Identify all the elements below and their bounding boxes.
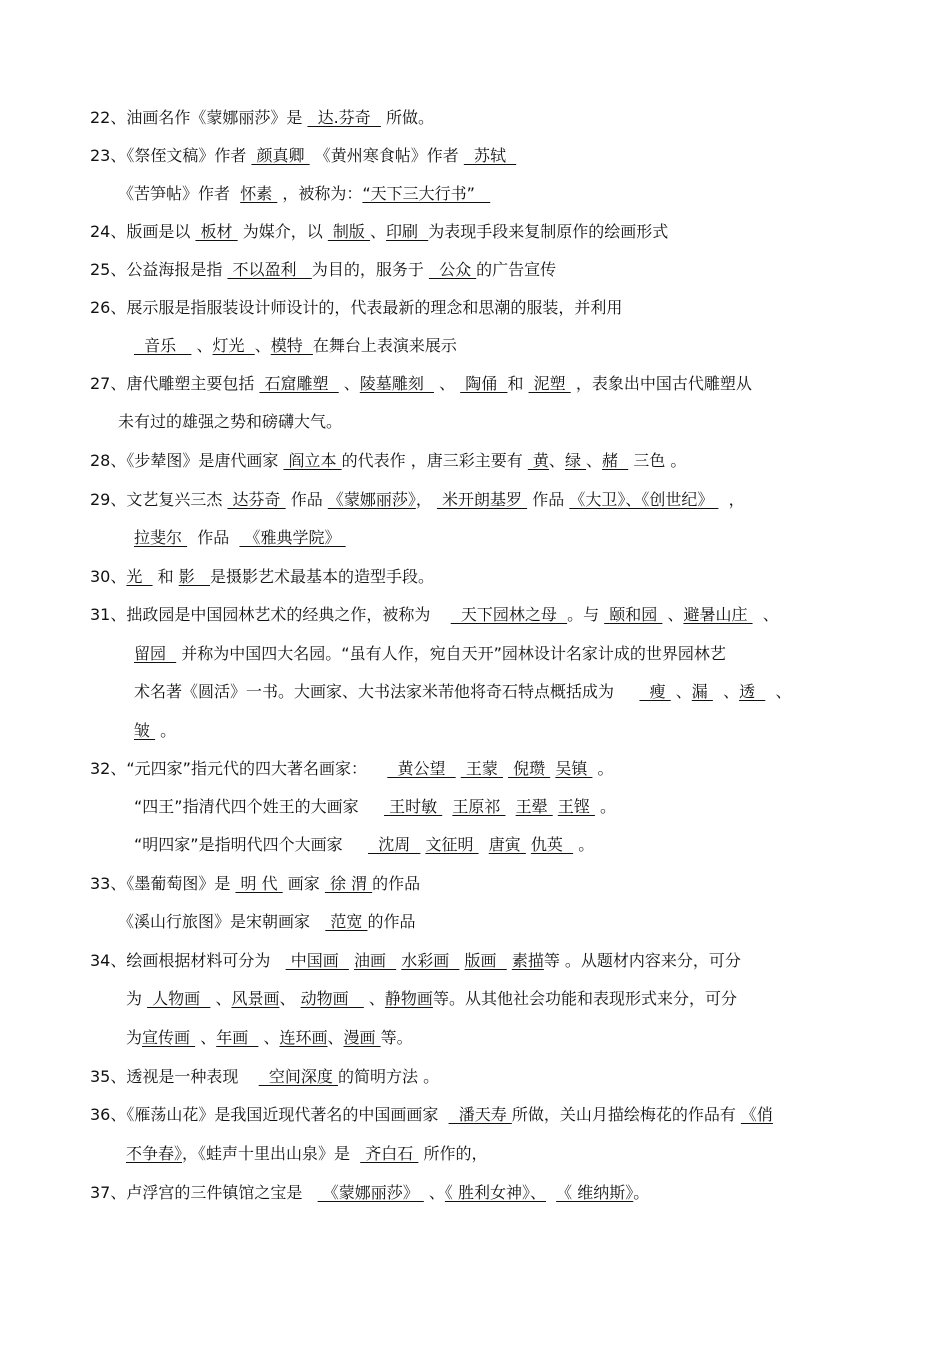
answer-blank: 沈周: [368, 835, 421, 854]
text-line: [0, 986, 950, 1012]
text-line: [0, 448, 950, 474]
text-line: [0, 1102, 950, 1128]
question-text: 、: [423, 1183, 445, 1202]
answer-blank: 油画: [353, 951, 397, 970]
answer-blank: 不争春》: [126, 1144, 183, 1163]
question-text: 三色 。: [628, 451, 687, 470]
question-text: ，《蛙声十里出山泉》是: [182, 1144, 361, 1163]
question-text: 32、“元四家”指元代的四大著名画家：: [90, 759, 388, 778]
text-line: [0, 295, 950, 321]
question-text: 37、卢浮宫的三件镇馆之宝是: [90, 1183, 318, 1202]
question-text: 《黄州寒食帖》作者: [309, 146, 464, 165]
question-text: 36、《雁荡山花》是我国近现代著名的中国画画家: [90, 1105, 449, 1124]
answer-blank: 印刷: [386, 222, 429, 241]
answer-blank: 灯光: [212, 336, 255, 355]
answer-blank: 《 维纳斯》: [556, 1183, 634, 1202]
answer-blank: 吴镇: [555, 759, 593, 778]
question-text: 并称为中国四大名园。“虽有人作，宛自天开”园林设计名家计成的世界园林艺: [176, 644, 726, 663]
answer-blank: 年画: [216, 1028, 259, 1047]
question-text: [479, 835, 489, 854]
question-text: “明四家”是指明代四个大画家: [134, 835, 369, 854]
question-text: 、: [670, 682, 692, 701]
question-text: 、: [254, 336, 271, 355]
answer-blank: 怀素: [240, 184, 278, 203]
answer-blank: 静物画: [384, 989, 433, 1008]
question-text: 、: [752, 605, 779, 624]
question-text: 是摄影艺术最基本的造型手段。: [210, 567, 435, 586]
text-line: [0, 333, 950, 359]
text-line: [0, 1025, 950, 1051]
text-line: [0, 756, 950, 782]
question-text: 作品: [187, 528, 240, 547]
answer-blank: 透: [739, 682, 766, 701]
text-line: [0, 181, 950, 207]
text-line: [0, 219, 950, 245]
answer-blank: 仇英: [530, 835, 574, 854]
question-text: 35、透视是一种表现: [90, 1067, 259, 1086]
answer-blank: 《雅典学院》: [239, 528, 346, 547]
text-line: [0, 143, 950, 169]
question-text: 28、《步辇图》是唐代画家: [90, 451, 284, 470]
question-text: 、: [338, 374, 360, 393]
question-text: 33、《墨葡萄图》是: [90, 874, 236, 893]
question-text: 24、版画是以: [90, 222, 196, 241]
question-text: 25、公益海报是指: [90, 260, 228, 279]
question-text: 29、文艺复兴三杰: [90, 490, 228, 509]
question-text: 和: [152, 567, 179, 586]
answer-blank: 皱: [134, 721, 156, 740]
question-text: 、: [712, 682, 740, 701]
answer-blank: 漫画: [343, 1028, 381, 1047]
question-text: 、: [662, 605, 684, 624]
answer-blank: 动物画: [300, 989, 364, 1008]
answer-blank: 王铿: [557, 797, 595, 816]
text-line: [0, 679, 950, 705]
question-text: 所做，关山月描绘梅花的作品有: [511, 1105, 741, 1124]
question-text: 术名著《圆活》一书。大画家、大书法家米芾他将奇石特点概括成为: [134, 682, 640, 701]
answer-blank: 明 代: [235, 874, 283, 893]
answer-blank: 《大卫》、《创世纪》: [569, 490, 719, 509]
answer-blank: 石窟雕塑: [259, 374, 339, 393]
text-line: [0, 409, 950, 435]
question-text: 31、拙政园是中国园林艺术的经典之作，被称为: [90, 605, 451, 624]
text-line: [0, 105, 950, 131]
answer-blank: 风景画: [231, 989, 280, 1008]
question-text: 在舞台上表演来展示: [312, 336, 457, 355]
answer-blank: 版画: [464, 951, 507, 970]
answer-blank: 唐寅: [488, 835, 526, 854]
answer-blank: 王翚: [515, 797, 553, 816]
answer-blank: 制版: [327, 222, 371, 241]
answer-blank: 范宽: [325, 912, 368, 931]
text-line: [0, 564, 950, 590]
answer-blank: 黄: [527, 451, 549, 470]
answer-blank: 留园: [134, 644, 177, 663]
answer-blank: “天下三大行书”: [362, 184, 491, 203]
text-line: [0, 1141, 950, 1167]
answer-blank: 阎立本: [283, 451, 342, 470]
question-text: 《苦笋帖》作者: [118, 184, 241, 203]
answer-blank: 素描: [511, 951, 544, 970]
answer-blank: 王蒙: [460, 759, 503, 778]
question-text: 。: [155, 721, 177, 740]
question-text: 的作品: [372, 874, 421, 893]
answer-blank: 王原祁: [452, 797, 506, 816]
question-text: [505, 797, 515, 816]
answer-blank: 拉斐尔: [134, 528, 188, 547]
answer-blank: 颜真卿: [251, 146, 310, 165]
answer-blank: 模特: [270, 336, 313, 355]
text-line: [0, 371, 950, 397]
answer-blank: 天下园林之母: [450, 605, 568, 624]
answer-blank: 绿: [564, 451, 587, 470]
answer-blank: 苏轼: [463, 146, 517, 165]
question-text: 的作品: [367, 912, 416, 931]
question-text: 23、《祭侄文稿》作者: [90, 146, 252, 165]
question-text: 《溪山行旅图》是宋朝画家: [118, 912, 326, 931]
question-text: ，被称为：: [277, 184, 363, 203]
question-text: ，: [415, 490, 437, 509]
question-text: 34、绘画根据材料可分为: [90, 951, 286, 970]
question-text: 。与: [567, 605, 605, 624]
answer-blank: 《蒙娜丽莎》: [327, 490, 416, 509]
answer-blank: 《俏: [740, 1105, 773, 1124]
question-text: 。: [592, 759, 614, 778]
text-line: [0, 871, 950, 897]
answer-blank: 泥塑: [528, 374, 571, 393]
answer-blank: 《蒙娜丽莎》: [317, 1183, 424, 1202]
question-text: 26、展示服是指服装设计师设计的，代表最新的理念和思潮的服装，并利用: [90, 298, 623, 317]
question-text: 、: [279, 989, 301, 1008]
answer-blank: 徐 渭: [324, 874, 373, 893]
answer-blank: 《 胜利女神》、: [444, 1183, 546, 1202]
question-text: 为: [126, 1028, 143, 1047]
answer-blank: 板材: [195, 222, 238, 241]
answer-blank: 光: [126, 567, 153, 586]
question-text: 、: [258, 1028, 280, 1047]
question-text: 的代表作 ，唐三彩主要有: [341, 451, 528, 470]
answer-blank: 人物画: [147, 989, 211, 1008]
question-text: 、: [765, 682, 792, 701]
question-text: 30、: [90, 567, 127, 586]
question-text: 、: [370, 222, 387, 241]
text-line: [0, 832, 950, 858]
question-text: 、: [548, 451, 565, 470]
text-line: [0, 257, 950, 283]
question-text: 作品: [285, 490, 328, 509]
answer-blank: 倪瓒: [508, 759, 551, 778]
answer-blank: 连环画: [279, 1028, 328, 1047]
answer-blank: 水彩画: [401, 951, 460, 970]
question-text: [442, 797, 452, 816]
answer-blank: 米开朗基罗: [436, 490, 528, 509]
question-text: 、: [210, 989, 232, 1008]
question-text: 和: [507, 374, 529, 393]
question-text: ，表象出中国古代雕塑从: [570, 374, 752, 393]
question-text: 作品: [527, 490, 570, 509]
question-text: 等。: [380, 1028, 413, 1047]
answer-blank: 陶俑: [460, 374, 508, 393]
text-line: [0, 1180, 950, 1206]
question-text: 为媒介，以: [237, 222, 328, 241]
question-text: 、: [586, 451, 603, 470]
question-text: 。: [573, 835, 595, 854]
answer-blank: 齐白石: [360, 1144, 419, 1163]
text-line: [0, 948, 950, 974]
text-line: [0, 525, 950, 551]
answer-blank: 文征明: [425, 835, 479, 854]
question-text: 等 。从题材内容来分，可分: [543, 951, 741, 970]
question-text: 的简明方法 。: [337, 1067, 440, 1086]
text-line: [0, 718, 950, 744]
answer-blank: 黄公望: [387, 759, 456, 778]
answer-blank: 影: [178, 567, 211, 586]
text-line: [0, 909, 950, 935]
answer-blank: 达.芬奇: [307, 108, 381, 127]
answer-blank: 避暑山庄: [683, 605, 753, 624]
question-text: 画家: [282, 874, 325, 893]
answer-blank: 宣传画: [142, 1028, 196, 1047]
answer-blank: 王时敏: [384, 797, 443, 816]
answer-blank: 潘天寿: [448, 1105, 512, 1124]
answer-blank: 瘦: [639, 682, 671, 701]
question-text: 。: [633, 1183, 650, 1202]
answer-blank: 音乐: [134, 336, 192, 355]
answer-blank: 空间深度: [258, 1067, 338, 1086]
answer-blank: 不以盈利: [227, 260, 312, 279]
question-text: 、: [434, 374, 461, 393]
text-line: [0, 602, 950, 628]
question-text: 27、唐代雕塑主要包括: [90, 374, 260, 393]
answer-blank: 达芬奇: [227, 490, 286, 509]
answer-blank: 中国画: [285, 951, 349, 970]
question-text: 为: [126, 989, 148, 1008]
question-text: 、: [191, 336, 213, 355]
question-text: 未有过的雄强之势和磅礴大气。: [118, 412, 343, 431]
question-text: 的广告宣传: [476, 260, 557, 279]
question-text: 所做。: [380, 108, 434, 127]
question-text: 为表现手段来复制原作的绘画形式: [428, 222, 669, 241]
text-line: [0, 1064, 950, 1090]
question-text: [546, 1183, 556, 1202]
answer-blank: 颐和园: [604, 605, 663, 624]
question-text: 等。从其他社会功能和表现形式来分，可分: [432, 989, 737, 1008]
question-text: 、: [327, 1028, 344, 1047]
question-text: 为目的，服务于: [311, 260, 429, 279]
question-text: 、: [363, 989, 385, 1008]
text-line: [0, 641, 950, 667]
answer-blank: 陵墓雕刻: [359, 374, 434, 393]
question-text: 所作的，: [418, 1144, 488, 1163]
question-text: 。: [594, 797, 617, 816]
answer-blank: 漏: [691, 682, 713, 701]
question-text: 、: [195, 1028, 217, 1047]
text-line: [0, 794, 950, 820]
question-text: “四王”指清代四个姓王的大画家: [134, 797, 385, 816]
text-line: [0, 487, 950, 513]
answer-blank: 赭: [602, 451, 629, 470]
question-text: 22、油画名作《蒙娜丽莎》是: [90, 108, 308, 127]
answer-blank: 公众: [428, 260, 477, 279]
question-text: ，: [718, 490, 745, 509]
